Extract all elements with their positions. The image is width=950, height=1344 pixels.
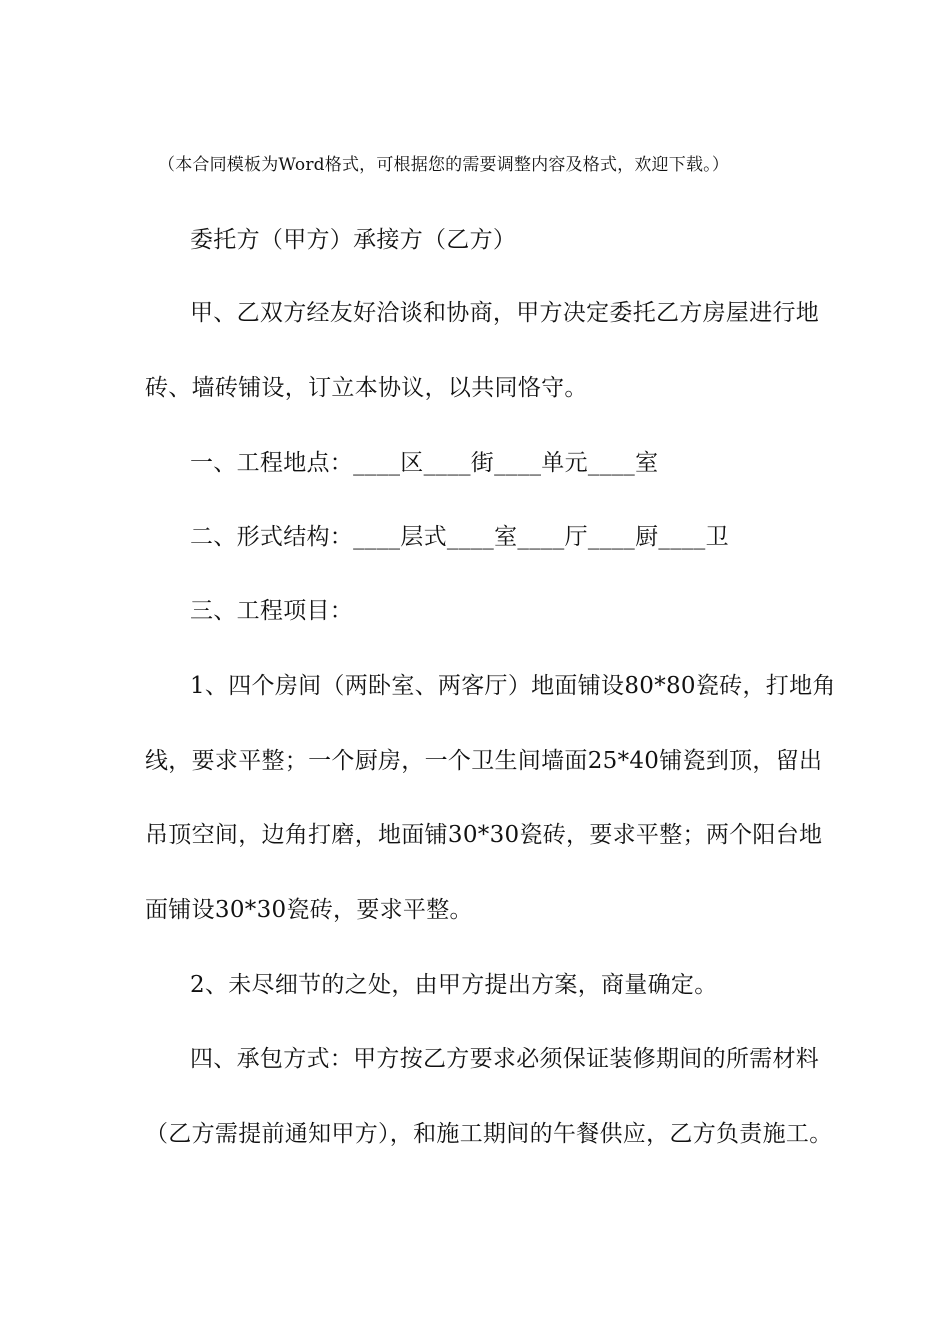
intro-line-1: 甲、乙双方经友好洽谈和协商，甲方决定委托乙方房屋进行地 [190, 300, 820, 326]
section-4-line-1: 四、承包方式：甲方按乙方要求必须保证装修期间的所需材料 [190, 1046, 820, 1072]
section-3-heading: 三、工程项目： [190, 598, 354, 624]
section-4-line-2: （乙方需提前通知甲方），和施工期间的午餐供应，乙方负责施工。 [145, 1121, 833, 1147]
parties-line: 委托方（甲方）承接方（乙方） [190, 227, 517, 253]
section-1-location: 一、工程地点：____区____街____单元____室 [190, 450, 659, 476]
section-2-structure: 二、形式结构：____层式____室____厅____厨____卫 [190, 524, 729, 550]
header-note: （本合同模板为Word格式，可根据您的需要调整内容及格式，欢迎下载。） [158, 155, 730, 175]
item-1-line-2: 线，要求平整；一个厨房，一个卫生间墙面25*40铺瓷到顶，留出 [145, 748, 823, 774]
intro-line-2: 砖、墙砖铺设，订立本协议，以共同恪守。 [145, 375, 588, 401]
item-2-line: 2、未尽细节的之处，由甲方提出方案，商量确定。 [190, 972, 718, 998]
item-1-line-1: 1、四个房间（两卧室、两客厅）地面铺设80*80瓷砖，打地角 [190, 673, 836, 699]
item-1-line-4: 面铺设30*30瓷砖，要求平整。 [145, 897, 473, 923]
item-1-line-3: 吊顶空间，边角打磨，地面铺30*30瓷砖，要求平整；两个阳台地 [145, 822, 823, 848]
